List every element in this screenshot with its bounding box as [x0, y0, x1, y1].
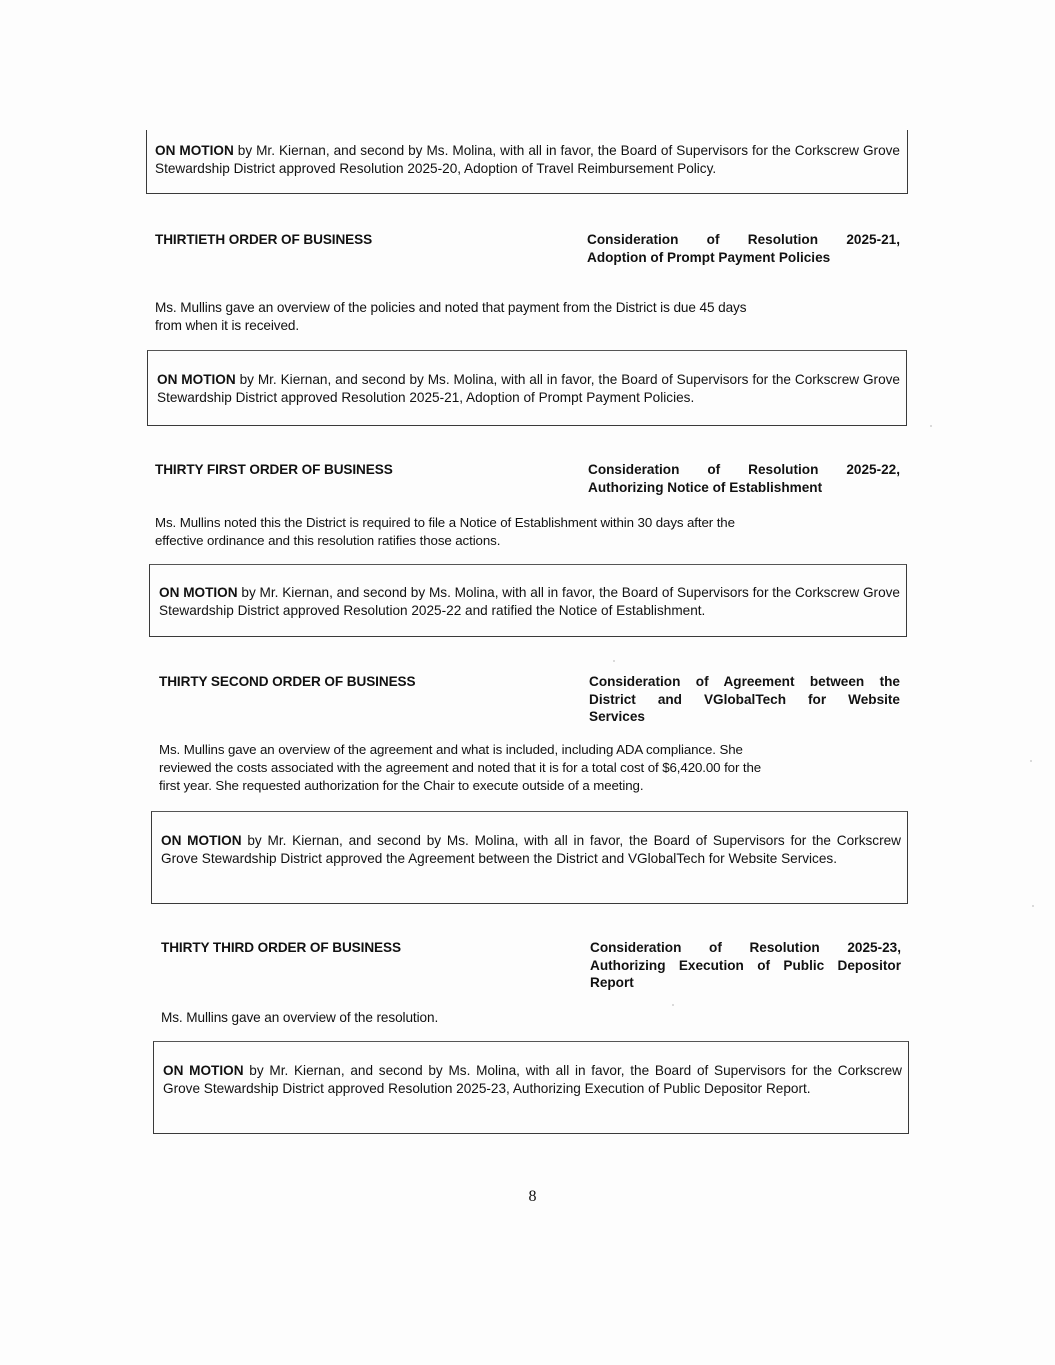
motion-lead: ON MOTION — [163, 1063, 244, 1078]
section-order-heading: THIRTY FIRST ORDER OF BUSINESS — [155, 462, 393, 477]
paragraph-line: reviewed the costs associated with the agreement and noted that it is for a total cost of $6,420.00 for the — [159, 760, 762, 775]
motion-box — [151, 811, 908, 904]
page-number: 8 — [528, 1188, 537, 1205]
paragraph-line: first year. She requested authorization for the Chair to execute outside of a meeting. — [159, 778, 644, 793]
paragraph-line: effective ordinance and this resolution ratifies those actions. — [155, 533, 501, 548]
motion-text — [161, 832, 901, 868]
motion-body: by Mr. Kiernan, and second by Ms. Molina, with all in favor, the Board of Supervisors for the Corkscrew Grove Stewardship District approved Resolution 2025-21, Adoption of Prompt Payment Policies. — [157, 372, 900, 405]
section-paragraph — [155, 514, 735, 550]
motion-text — [163, 1062, 902, 1098]
paragraph-line: Ms. Mullins gave an overview of the policies and noted that payment from the District is due 45 days — [155, 300, 747, 315]
section-title-line: Authorizing Execution of Public Depositor — [590, 957, 901, 973]
motion-lead: ON MOTION — [155, 143, 234, 158]
motion-box — [153, 1041, 909, 1134]
section-title-line: Authorizing Notice of Establishment — [588, 479, 823, 495]
section-title-line: Consideration of Agreement between the — [589, 674, 900, 689]
motion-text — [155, 142, 900, 178]
motion-body: by Mr. Kiernan, and second by Ms. Molina, with all in favor, the Board of Supervisors for the Corkscrew Grove Stewardship District approved the Agreement between the District and VGlobalTech for Website Services. — [161, 833, 901, 866]
scan-speck — [613, 660, 615, 662]
scan-speck — [1030, 760, 1032, 762]
paragraph-line: Ms. Mullins noted this the District is required to file a Notice of Establishment within 30 days after the — [155, 515, 735, 530]
scan-speck — [930, 425, 932, 427]
section-title — [587, 231, 900, 266]
section-title — [590, 939, 901, 992]
motion-lead: ON MOTION — [161, 833, 242, 848]
section-order-heading: THIRTY SECOND ORDER OF BUSINESS — [159, 674, 416, 689]
section-order-heading: THIRTY THIRD ORDER OF BUSINESS — [161, 940, 401, 955]
motion-lead: ON MOTION — [157, 372, 236, 387]
section-title — [589, 673, 900, 726]
motion-box — [149, 564, 907, 637]
section-title-line: Adoption of Prompt Payment Policies — [587, 249, 831, 265]
scan-speck — [1032, 905, 1034, 907]
motion-lead: ON MOTION — [159, 585, 238, 600]
section-title-line: Consideration of Resolution 2025-21, — [587, 232, 900, 247]
section-title-line: District and VGlobalTech for Website — [589, 691, 900, 707]
section-title-line: Consideration of Resolution 2025-22, — [588, 462, 900, 477]
motion-box — [146, 130, 908, 194]
paragraph-line: Ms. Mullins gave an overview of the resolution. — [161, 1010, 439, 1025]
scan-speck — [672, 1004, 674, 1006]
section-paragraph — [161, 1009, 438, 1027]
section-title-line: Report — [590, 975, 634, 990]
section-paragraph — [159, 741, 761, 795]
motion-body: by Mr. Kiernan, and second by Ms. Molina, with all in favor, the Board of Supervisors for the Corkscrew Grove Stewardship District approved Resolution 2025-20, Adoption of Travel Reimbursement Policy. — [155, 143, 900, 176]
motion-body: by Mr. Kiernan, and second by Ms. Molina, with all in favor, the Board of Supervisors for the Corkscrew Grove Stewardship District approved Resolution 2025-22 and ratified the Notice of Establishment. — [159, 585, 900, 618]
motion-text — [159, 584, 900, 620]
motion-body: by Mr. Kiernan, and second by Ms. Molina, with all in favor, the Board of Supervisors for the Corkscrew Grove Stewardship District approved Resolution 2025-23, Authorizing Execution of Public Depositor Report. — [163, 1063, 902, 1096]
paragraph-line: Ms. Mullins gave an overview of the agreement and what is included, including ADA compliance. She — [159, 742, 743, 757]
paragraph-line: from when it is received. — [155, 318, 300, 333]
section-title-line: Services — [589, 709, 645, 724]
motion-text — [157, 371, 900, 407]
section-title — [588, 461, 900, 496]
section-paragraph — [155, 299, 746, 335]
section-order-heading: THIRTIETH ORDER OF BUSINESS — [155, 232, 373, 247]
motion-box — [147, 350, 907, 426]
section-title-line: Consideration of Resolution 2025-23, — [590, 940, 901, 955]
